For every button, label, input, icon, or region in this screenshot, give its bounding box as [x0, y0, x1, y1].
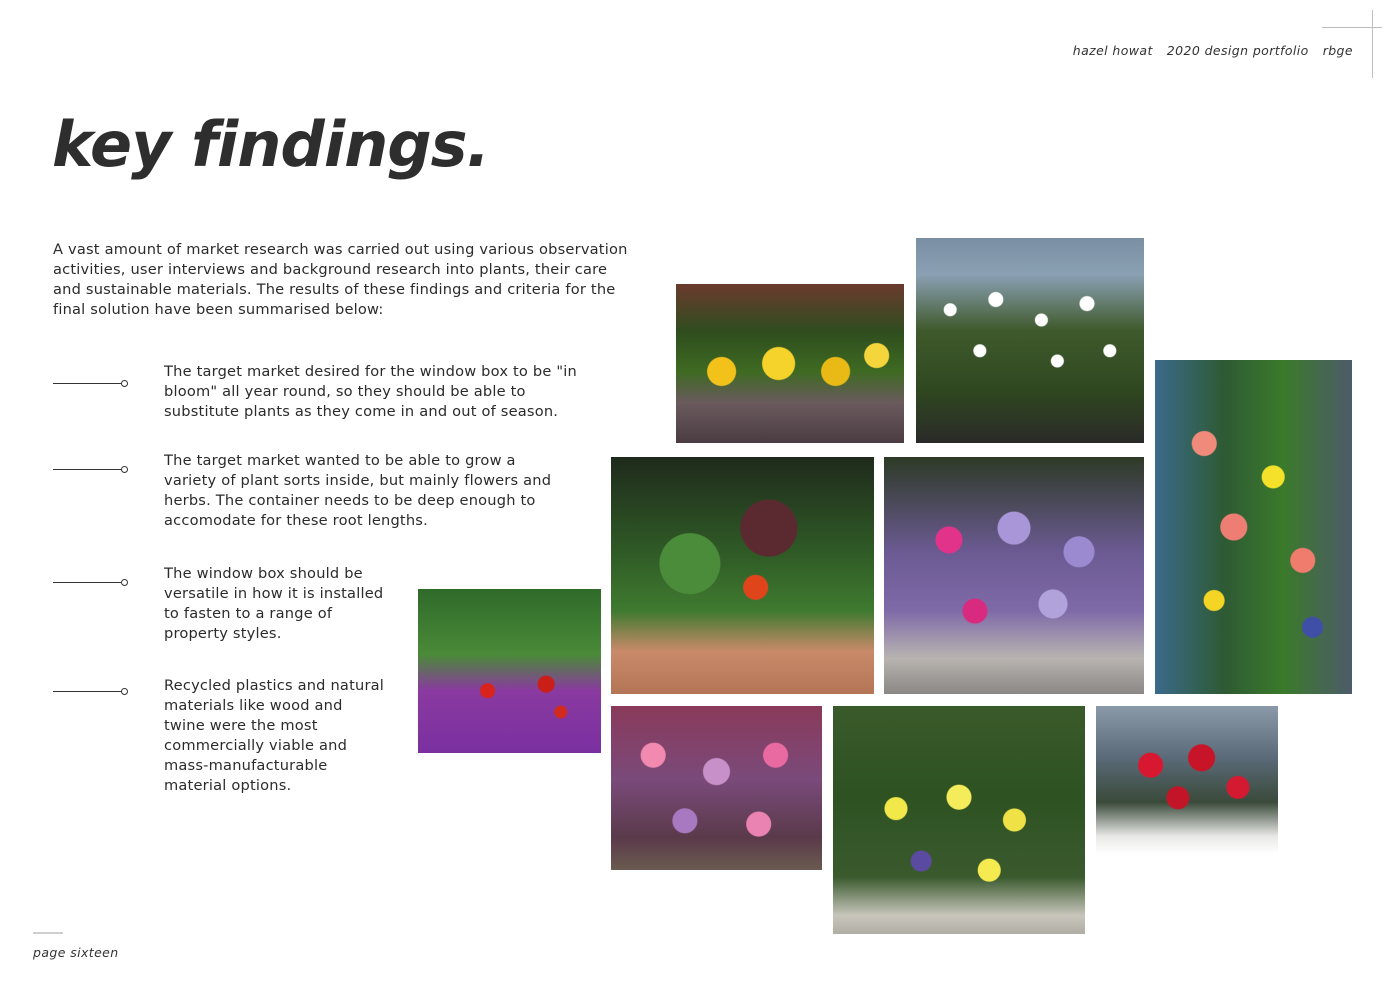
corner-rule-horizontal [1322, 27, 1382, 28]
header-author: hazel howat [1072, 43, 1153, 58]
bullet-marker [53, 380, 127, 387]
bullet-marker [53, 579, 127, 586]
bullet-marker [53, 466, 127, 473]
finding-item [164, 676, 386, 796]
photo-viola-window-box [833, 706, 1085, 934]
photo-red-geranium-box [1096, 706, 1278, 854]
finding-text: The window box should be versatile in how it is installed to fasten to a range of property styles. [164, 565, 384, 642]
photo-yellow-pansy-window-box [676, 284, 904, 443]
footer-rule [33, 932, 63, 934]
finding-item [164, 362, 584, 422]
page-number: page sixteen [33, 945, 119, 960]
finding-text: Recycled plastics and natural materials like wood and twine were the most commercially viable and mass-manufacturable material options. [164, 677, 385, 794]
photo-tulip-daffodil-window-box [1155, 360, 1352, 694]
finding-item [164, 451, 554, 531]
photo-strawberry-planter [418, 589, 601, 753]
header-portfolio: 2020 design portfolio [1166, 43, 1309, 58]
header-org: rbge [1322, 43, 1353, 58]
bullet-marker [53, 688, 127, 695]
photo-herb-nasturtium-planter [611, 457, 874, 694]
photo-pink-petunia-box [611, 706, 822, 870]
intro-paragraph: A vast amount of market research was carried out using various observation activities, user interviews and background research into plants, their care and sustainable materials. The results of these findings and criteria for the final solution have been summarised below: [53, 241, 628, 318]
corner-rule-vertical [1372, 10, 1373, 78]
photo-petunia-window-box [884, 457, 1144, 694]
finding-text: The target market desired for the window box to be "in bloom" all year round, so they should be able to substitute plants as they come in and out of season. [164, 363, 577, 420]
finding-text: The target market wanted to be able to grow a variety of plant sorts inside, but mainly flowers and herbs. The container needs to be deep enough to accomodate for these root lengths. [164, 452, 552, 529]
page-title: key findings. [52, 108, 490, 181]
finding-item [164, 564, 392, 644]
page-header [1073, 43, 1353, 58]
photo-daisy-window-box [916, 238, 1144, 443]
